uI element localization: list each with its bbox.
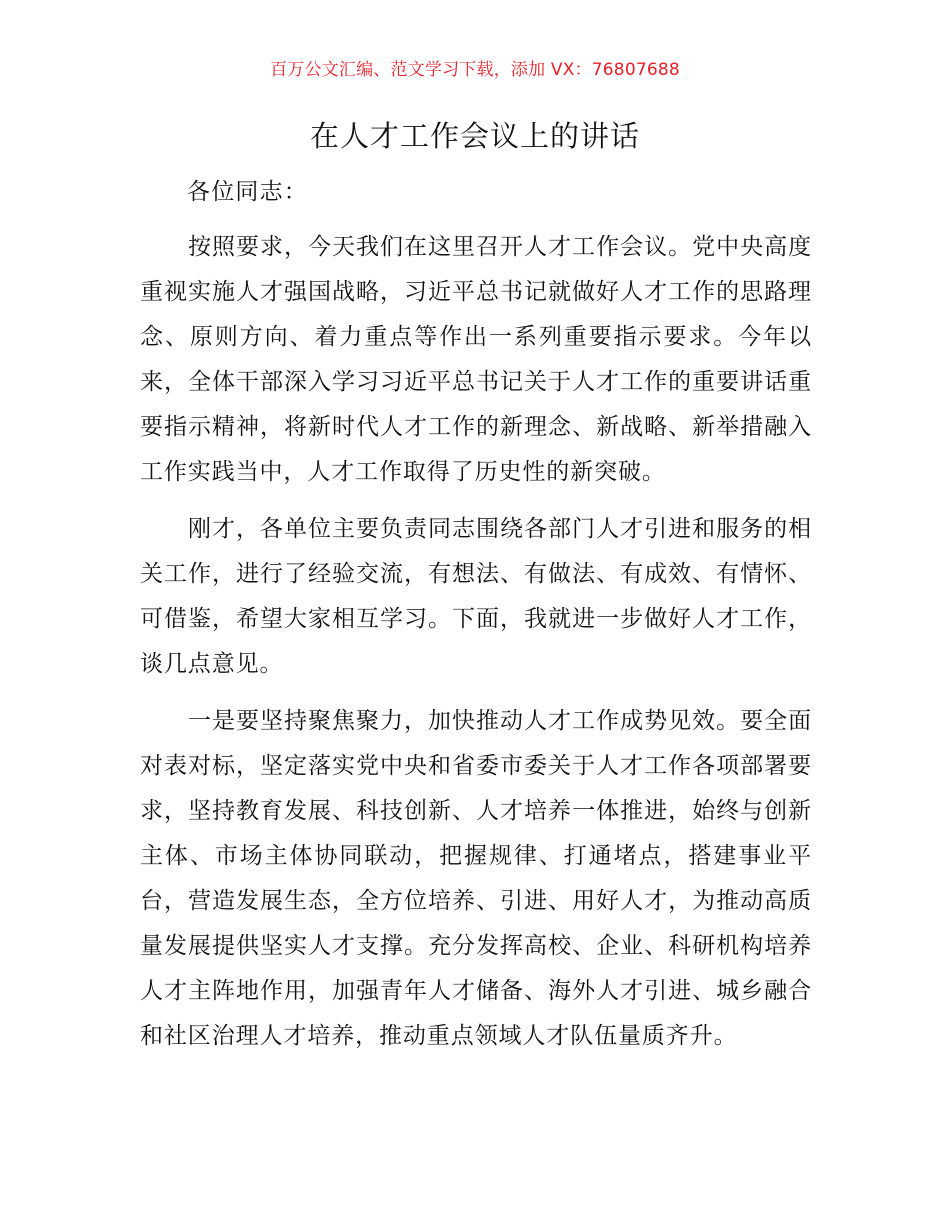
paragraph-2: 刚才，各单位主要负责同志围绕各部门人才引进和服务的相关工作，进行了经验交流，有想法、有做法、有成效、有情怀、可借鉴，希望大家相互学习。下面，我就进一步做好人才工作，谈几点意见。 <box>140 516 812 677</box>
paragraph-3: 一是要坚持聚焦聚力，加快推动人才工作成势见效。要全面对表对标，坚定落实党中央和省委市委关于人才工作各项部署要求，坚持教育发展、科技创新、人才培养一体推进，始终与创新主体、市场主体协同联动，把握规律、打通堵点，搭建事业平台，营造发展生态，全方位培养、引进、用好人才，为推动高质量发展提供坚实人才支撑。充分发挥高校、企业、科研机构培养人才主阵地作用，加强青年人才储备、海外人才引进、城乡融合和社区治理人才培养，推动重点领域人才队伍量质齐升。 <box>140 708 812 1049</box>
page-title: 在人才工作会议上的讲话 <box>309 119 640 153</box>
paragraph-1: 按照要求，今天我们在这里召开人才工作会议。党中央高度重视实施人才强国战略，习近平总书记就做好人才工作的思路理念、原则方向、着力重点等作出一系列重要指示要求。今年以来，全体干部深入学习习近平总书记关于人才工作的重要讲话重要指示精神，将新时代人才工作的新理念、新战略、新举措融入工作实践当中，人才工作取得了历史性的新突破。 <box>140 234 812 485</box>
document-body <box>140 225 812 1071</box>
salutation: 各位同志： <box>187 179 308 205</box>
header-banner: 百万公文汇编、范文学习下载，添加 VX：76807688 <box>270 60 680 80</box>
